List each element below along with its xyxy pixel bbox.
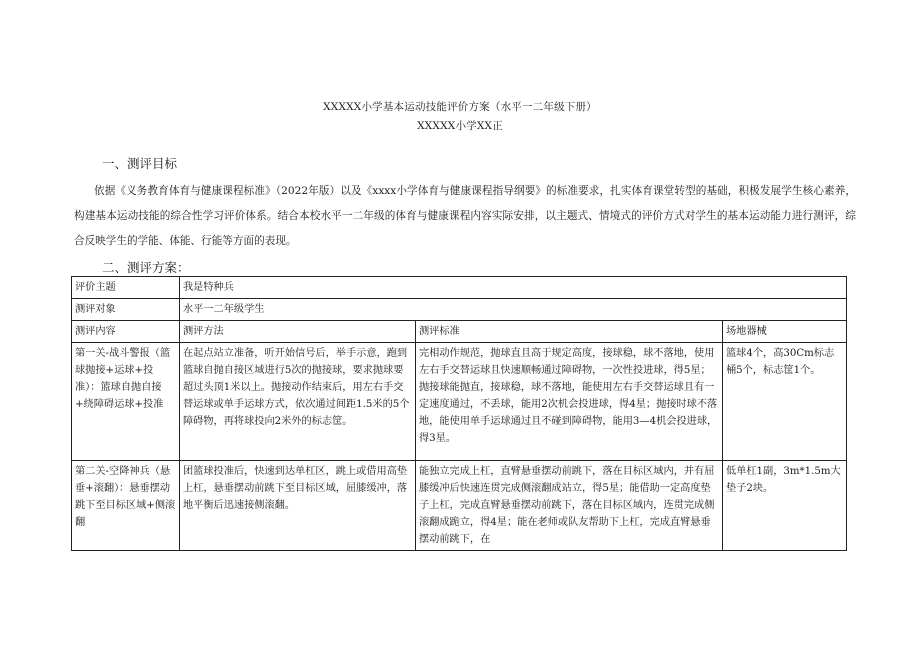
row1-equipment: 篮球4个，高30Cm标志桶5个，标志筐1个。: [723, 343, 847, 461]
target-value: 水平一二年级学生: [180, 299, 847, 321]
table-row: [72, 343, 847, 461]
theme-value: 我是特种兵: [180, 277, 847, 299]
row1-method: 在起点站立准备，听开始信号后，举手示意，跑到篮球自抛自接区域进行5次的抛接球，要求抛球要超过头顶1米以上。抛接动作结束后，用左右手交替运球或单手运球方式，依次通过间距1.5米的5个障碍物，再将球投向2米外的标志筐。: [180, 343, 416, 461]
target-label: 测评对象: [72, 299, 180, 321]
row1-content: 第一关-战斗警报（篮球抛接+运球+投准）：篮球自抛自接+绕障碍运球+投准: [72, 343, 180, 461]
row2-method: 团篮球投准后，快速到达单杠区，跳上或借用高垫上杠，悬垂摆动前跳下至目标区域，屈膝缓冲，落地平衡后迅速接侧滚翻。: [180, 461, 416, 551]
header-equipment: 场地器械: [723, 321, 847, 343]
row2-standard: 能独立完成上杠，直臂悬垂摆动前跳下，落在目标区域内，并有屈膝缓冲后快速连贯完成侧滚翻成站立，得5星；能借助一定高度垫子上杠，完成直臂悬垂摆动前跳下，落在目标区域内，连贯完成侧滚翻成跪立，得4星；能在老师或队友帮助下上杠，完成直臂悬垂摆动前跳下，在: [416, 461, 723, 551]
table-row: [72, 461, 847, 551]
theme-label: 评价主题: [72, 277, 180, 299]
section-heading-goals: 一、测评目标: [102, 156, 178, 171]
table-header-row: [72, 321, 847, 343]
header-standard: 测评标准: [416, 321, 723, 343]
table-row-target: [72, 299, 847, 321]
row2-content: 第二关-空降神兵（悬垂+滚翻）：悬垂摆动跳下至目标区域+侧滚翻: [72, 461, 180, 551]
table-row-theme: [72, 277, 847, 299]
header-method: 测评方法: [180, 321, 416, 343]
document-title: XXXXX小学基本运动技能评价方案（水平一二年级下册）: [323, 101, 597, 113]
row2-equipment: 低单杠1副，3m*1.5m大垫子2块。: [723, 461, 847, 551]
header-content: 测评内容: [72, 321, 180, 343]
goals-paragraph: 依据《义务教育体育与健康课程标准》（2022年版）以及《xxxx小学体育与健康课程指导纲要》的标准要求，扎实体育课堂转型的基础，积极发展学生核心素养，构建基本运动技能的综合性学习评价体系。结合本校水平一二年级的体育与健康课程内容实际安排，以主题式、情境式的评价方式对学生的基本运动能力进行测评，综合反映学生的学能、体能、行能等方面的表现。: [74, 185, 856, 247]
row1-standard: 完相动作规范，抛球直且高于规定高度，接球稳，球不落地，使用左右手交替运球且快速顺畅通过障碍物，一次性投进球，得5星；抛接球能抛直，接球稳，球不落地，能使用左右手交替运球且有一定速度通过，不丢球，能用2次机会投进球，得4星；抛接时球不落地，能使用单手运球通过且不碰到障碍物，能用3—4机会投进球，得3星。: [416, 343, 723, 461]
document-subtitle: XXXXX小学XX正: [417, 120, 503, 132]
section-heading-plan: 二、测评方案：: [102, 260, 190, 275]
evaluation-table: [71, 276, 847, 551]
